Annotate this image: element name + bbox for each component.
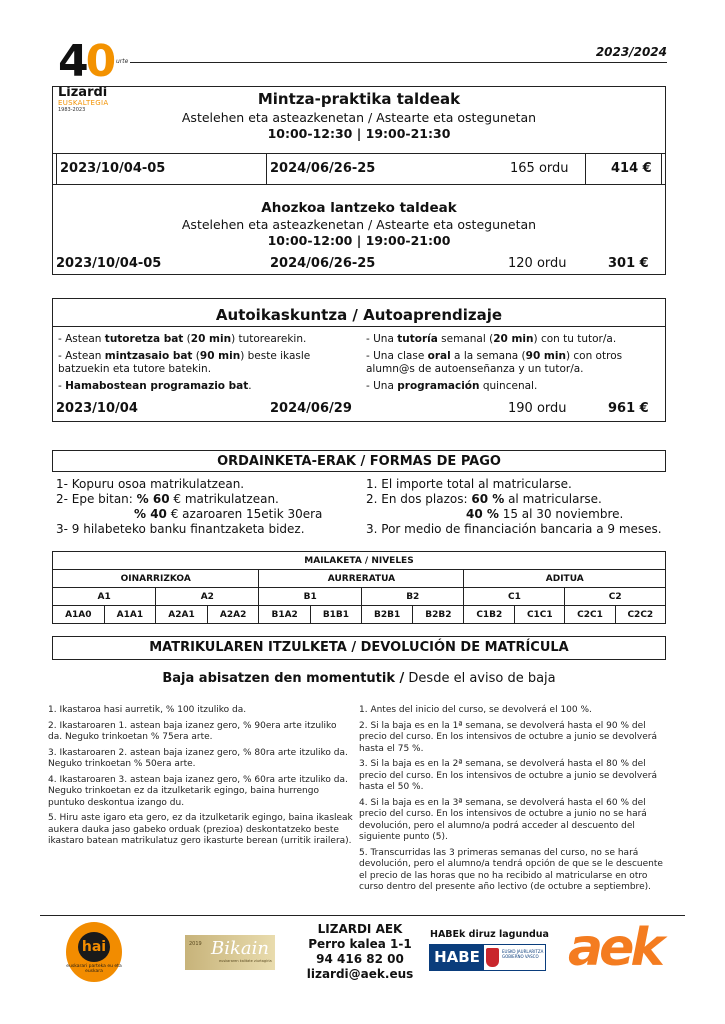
level-code: B2B2 — [413, 606, 464, 624]
sublevel: C1 — [464, 588, 565, 606]
refund-eu-item: 1. Ikastaroa hasi aurretik, % 100 itzuliko da. — [48, 705, 247, 715]
sublevel: B1 — [259, 588, 362, 606]
school-year: 2023/2024 — [595, 45, 667, 59]
auto-rule — [52, 326, 666, 327]
logo-urte: urte — [116, 58, 129, 65]
refund-es-item: 1. Antes del inicio del curso, se devolverá el 100 %. — [359, 705, 592, 715]
auto-end: 2024/06/29 — [270, 401, 352, 416]
payment-es-2: 2. En dos plazos: 60 % al matricularse. — [366, 492, 602, 506]
sublevel: B2 — [362, 588, 464, 606]
mintza-days: Astelehen eta asteazkenetan / Astearte eta ostegunetan — [181, 110, 537, 125]
logo-years: 1983-2023 — [58, 107, 86, 113]
refund-title: MATRIKULAREN ITZULKETA / DEVOLUCIÓN DE MATRÍCULA — [149, 640, 569, 655]
footer-rule — [40, 915, 685, 916]
payment-es-2b: 40 % 15 al 30 noviembre. — [466, 507, 624, 521]
refund-eu-item: 3. Ikastaroaren 2. astean baja izanez gero, % 80ra arte itzuliko da. Neguko trinkoetan % 50era arte. — [48, 747, 348, 769]
auto-es-list — [366, 333, 656, 393]
payment-eu — [56, 477, 366, 537]
payment-es-3: 3. Por medio de financiación bancaria a 9 meses. — [366, 522, 662, 536]
cell-sep — [56, 153, 57, 185]
habe-logo-text: HABE — [430, 945, 484, 970]
refund-es-item: 2. Si la baja es en la 1ª semana, se devolverá hasta el 90 % del precio del curso. En los intensivos de octubre a junio se devolverá hasta el 75 %. — [359, 720, 657, 754]
level-code: B1B1 — [310, 606, 361, 624]
mintza-end: 2024/06/26-25 — [270, 161, 376, 176]
level-code: C1B2 — [464, 606, 515, 624]
auto-es-2: - Una clase oral a la semana (90 min) con otros alumn@s de autoenseñanza y un tutor/a. — [366, 349, 623, 375]
mintza-duration: 165 ordu — [510, 161, 569, 176]
sublevel: A2 — [156, 588, 259, 606]
cell-sep — [661, 153, 662, 185]
ahozkoa-end: 2024/06/26-25 — [270, 256, 376, 271]
logo-four: 4 — [58, 36, 86, 87]
level-code: A2A2 — [207, 606, 259, 624]
level-code: B2B1 — [362, 606, 413, 624]
hai-logo-caption: euskarari parteka eu eta euskara — [66, 964, 122, 974]
refund-es-item: 4. Si la baja es en la 3ª semana, se devolverá hasta el 60 % del precio del curso. En los intensivos de octubre a junio no se hará devolución, pero el alumno/a podrá acceder al descuento del siguiente punto (5). — [359, 797, 647, 842]
auto-eu-3: - Hamabostean programazio bat. — [58, 379, 252, 392]
logo-zero: 0 — [85, 36, 114, 87]
level-code: A1A0 — [53, 606, 105, 624]
payment-title: ORDAINKETA-ERAK / FORMAS DE PAGO — [217, 454, 501, 469]
hai-logo — [66, 922, 122, 982]
contact-block — [290, 922, 430, 982]
habe-logo — [429, 944, 546, 971]
bikain-caption: euskararen kalitate ziurtagiria — [219, 959, 272, 963]
auto-duration: 190 ordu — [508, 401, 567, 416]
level-code: B1A2 — [259, 606, 310, 624]
ahozkoa-title: Ahozkoa lantzeko taldeak — [261, 200, 457, 216]
payment-es — [366, 477, 666, 537]
auto-es-1: - Una tutoría semanal (20 min) con tu tutor/a. — [366, 333, 617, 345]
basque-gov-text: EUSKO JAURLARITZA GOBIERNO VASCO — [502, 949, 544, 959]
refund-es-item: 5. Transcurridas las 3 primeras semanas del curso, no se hará devolución, pero el alumno/a tendrá opción de que se le descuente el precio de las horas que no ha recibido al matricularse en otro curso dentro del presente año lectivo (de octubre a septiembre). — [359, 847, 663, 892]
payment-es-1: 1. El importe total al matricularse. — [366, 477, 572, 491]
header-rule — [130, 62, 667, 63]
level-code: C2C2 — [615, 606, 665, 624]
contact-street: Perro kalea 1-1 — [308, 937, 412, 951]
bikain-year: 2019 — [189, 941, 202, 947]
aek-logo: aek — [568, 918, 661, 978]
levels-title: MAILAKETA / NIVELES — [53, 552, 666, 570]
hai-logo-text: hai — [78, 932, 110, 962]
level-code: C2C1 — [565, 606, 615, 624]
bikain-logo — [185, 935, 275, 970]
mintza-price: 414 € — [611, 161, 652, 176]
level-group: ADITUA — [464, 570, 666, 588]
refund-eu-list — [48, 705, 353, 852]
ahozkoa-start: 2023/10/04-05 — [56, 256, 162, 271]
habe-label: HABEk diruz lagundua — [430, 929, 549, 940]
payment-eu-2b: % 40 € azaroaren 15etik 30era — [134, 507, 323, 521]
refund-eu-item: 5. Hiru aste igaro eta gero, ez da itzulketarik egingo, baina ikasleak aukera dauka jaso gabeko orduak (prezioa) deskontatzeko beste ikastaro batean matrikulatuz gero ikasturte berean (urritik irailera). — [48, 813, 353, 846]
refund-eu-item: 4. Ikastaroaren 3. astean baja izanez gero, % 60ra arte itzuliko da. Neguko trinkoetan ez da itzulketarik egingo, baina hurrengo puntuko deskontua izango du. — [48, 774, 348, 808]
contact-email: lizardi@aek.eus — [306, 967, 414, 981]
auto-es-3: - Una programación quincenal. — [366, 379, 538, 392]
auto-price: 961 € — [608, 401, 649, 416]
ahozkoa-days: Astelehen eta asteazkenetan / Astearte eta ostegunetan — [181, 217, 537, 232]
refund-eu-item: 2. Ikastaroaren 1. astean baja izanez gero, % 90era arte itzuliko da. Neguko trinkoetan % 75era arte. — [48, 720, 337, 742]
auto-eu-list — [58, 333, 348, 393]
refund-es-list — [359, 705, 669, 898]
logo-sub: EUSKALTEGIA — [58, 99, 109, 107]
auto-eu-1: - Astean tutoretza bat (20 min) tutorearekin. — [58, 333, 307, 345]
auto-title: Autoikaskuntza / Autoaprendizaje — [215, 306, 503, 324]
cell-sep — [585, 153, 586, 185]
payment-eu-1: 1- Kopuru osoa matrikulatzean. — [56, 477, 245, 491]
bikain-name: Bikain — [211, 938, 269, 959]
mintza-hours: 10:00-12:30 | 19:00-21:30 — [267, 126, 451, 141]
logo-name: Lizardi — [58, 85, 108, 100]
payment-eu-2: 2- Epe bitan: % 60 € matrikulatzean. — [56, 492, 279, 506]
refund-subtitle: Baja abisatzen den momentutik / Desde el aviso de baja — [162, 671, 556, 686]
ahozkoa-hours: 10:00-12:00 | 19:00-21:00 — [267, 233, 451, 248]
level-code: A1A1 — [104, 606, 156, 624]
basque-gov-shield-icon — [486, 948, 499, 967]
ahozkoa-duration: 120 ordu — [508, 256, 567, 271]
refund-es-item: 3. Si la baja es en la 2ª semana, se devolverá hasta el 80 % del precio del curso. En los intensivos de octubre a junio se devolverá hasta el 50 %. — [359, 759, 657, 792]
payment-eu-3: 3- 9 hilabeteko banku finantzaketa bidez. — [56, 522, 305, 536]
contact-name: LIZARDI AEK — [317, 922, 403, 936]
levels-table — [52, 551, 666, 624]
auto-eu-2: - Astean mintzasaio bat (90 min) beste ikasle batzuekin eta tutore batekin. — [58, 349, 311, 375]
auto-start: 2023/10/04 — [56, 401, 138, 416]
mintza-start: 2023/10/04-05 — [60, 161, 166, 176]
level-group: OINARRIZKOA — [53, 570, 259, 588]
level-code: A2A1 — [156, 606, 208, 624]
cell-sep — [266, 153, 267, 185]
level-code: C1C1 — [515, 606, 565, 624]
level-group: AURRERATUA — [259, 570, 464, 588]
ahozkoa-price: 301 € — [608, 256, 649, 271]
sublevel: A1 — [53, 588, 156, 606]
sublevel: C2 — [565, 588, 666, 606]
mintza-title: Mintza-praktika taldeak — [257, 90, 461, 108]
contact-phone: 94 416 82 00 — [316, 952, 404, 966]
